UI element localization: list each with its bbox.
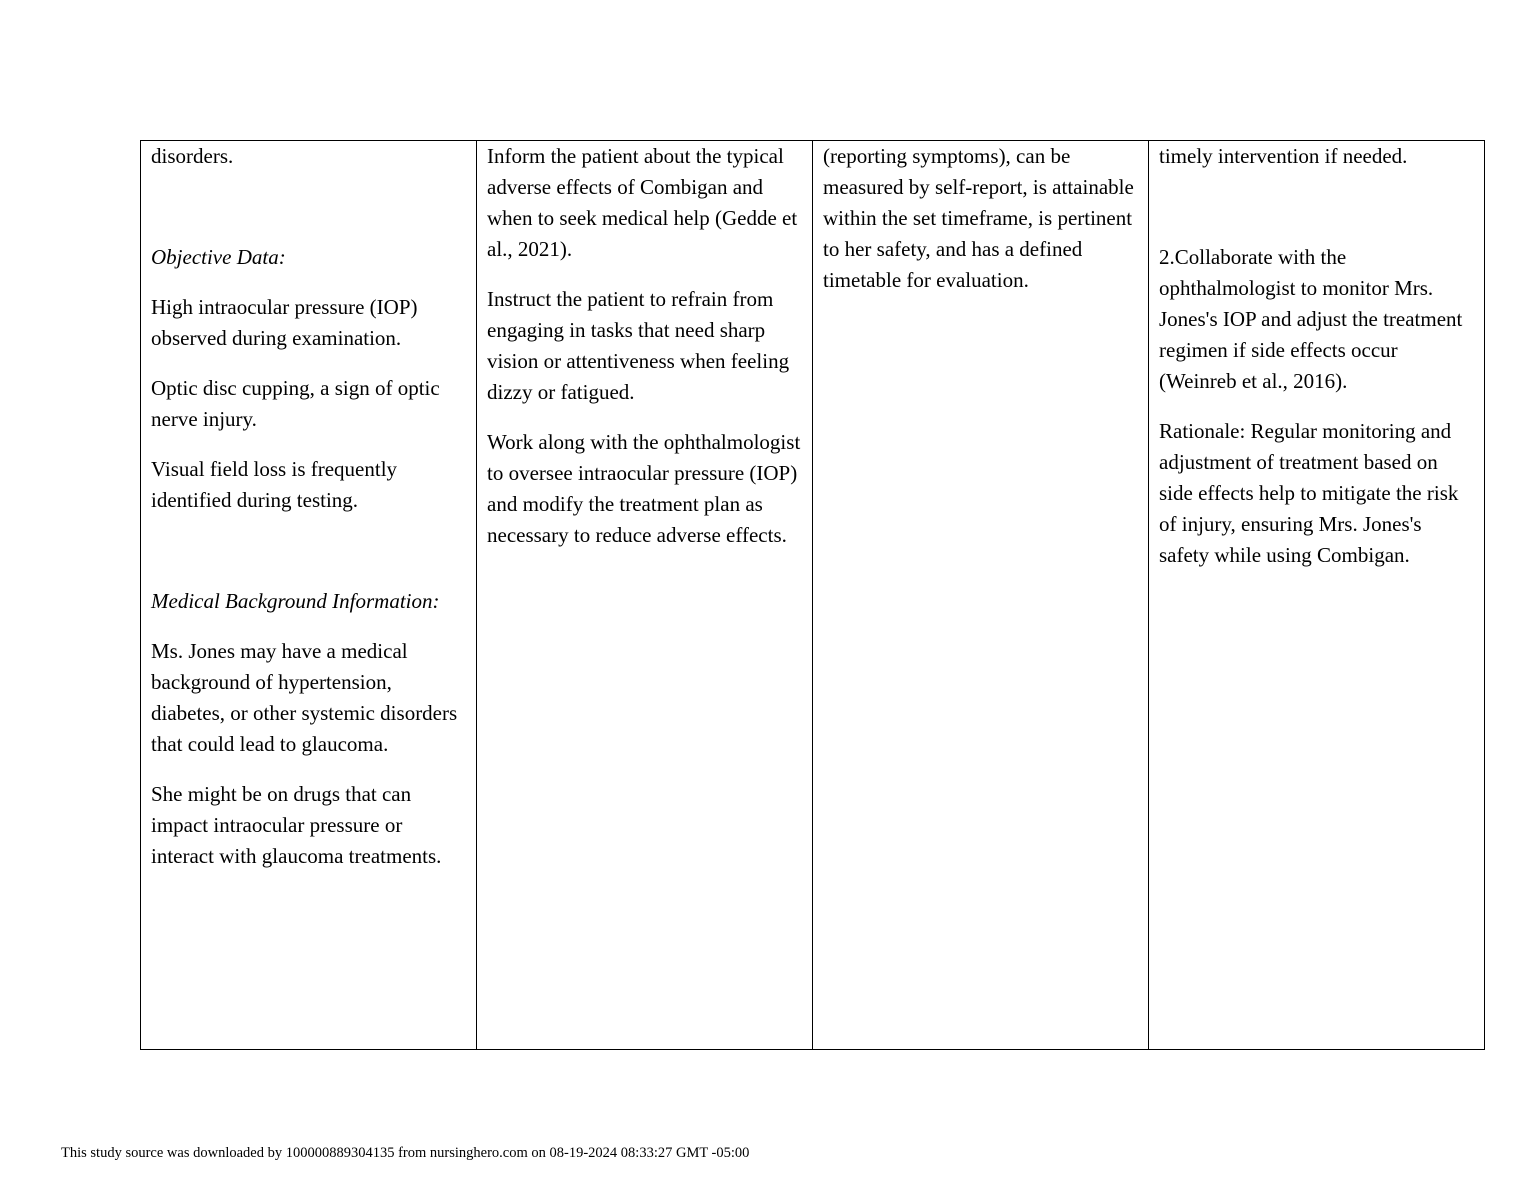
evaluation-text: timely intervention if needed. bbox=[1159, 144, 1408, 168]
assessment-cell bbox=[141, 141, 477, 1050]
cell-text: disorders. bbox=[151, 144, 234, 168]
objective-item: Visual field loss is frequently identified during testing. bbox=[151, 457, 398, 512]
evaluation-cell bbox=[1149, 141, 1485, 1050]
download-notice-footer: This study source was downloaded by 100000889304135 from nursinghero.com on 08-19-2024 08:33:27 GMT -05:00 bbox=[61, 1145, 750, 1161]
objective-item: High intraocular pressure (IOP) observed during examination. bbox=[151, 295, 418, 350]
evaluation-item: 2.Collaborate with the ophthalmologist to monitor Mrs. Jones's IOP and adjust the treatment regimen if side effects occur (Weinreb et al., 2016). bbox=[1159, 245, 1463, 393]
medical-item: She might be on drugs that can impact intraocular pressure or interact with glaucoma treatments. bbox=[151, 782, 442, 868]
rationale-text: Rationale: Regular monitoring and adjustment of treatment based on side effects help to mitigate the risk of injury, ensuring Mrs. Jones's safety while using Combigan. bbox=[1159, 419, 1459, 567]
medical-item: Ms. Jones may have a medical background of hypertension, diabetes, or other systemic disorders that could lead to glaucoma. bbox=[151, 639, 458, 756]
intervention-item: Work along with the ophthalmologist to oversee intraocular pressure (IOP) and modify the treatment plan as necessary to reduce adverse effects. bbox=[487, 430, 801, 547]
care-plan-table bbox=[140, 140, 1485, 1050]
interventions-cell bbox=[477, 141, 813, 1050]
intervention-item: Inform the patient about the typical adverse effects of Combigan and when to seek medical help (Gedde et al., 2021). bbox=[487, 144, 798, 261]
goal-rationale-cell bbox=[813, 141, 1149, 1050]
objective-data-heading: Objective Data: bbox=[151, 245, 286, 269]
table-row bbox=[141, 141, 1485, 1050]
goal-text: (reporting symptoms), can be measured by self-report, is attainable within the set timeframe, is pertinent to her safety, and has a defined timetable for evaluation. bbox=[823, 144, 1134, 292]
objective-item: Optic disc cupping, a sign of optic nerve injury. bbox=[151, 376, 440, 431]
medical-background-heading: Medical Background Information: bbox=[151, 589, 440, 613]
intervention-item: Instruct the patient to refrain from engaging in tasks that need sharp vision or attentiveness when feeling dizzy or fatigued. bbox=[487, 287, 790, 404]
